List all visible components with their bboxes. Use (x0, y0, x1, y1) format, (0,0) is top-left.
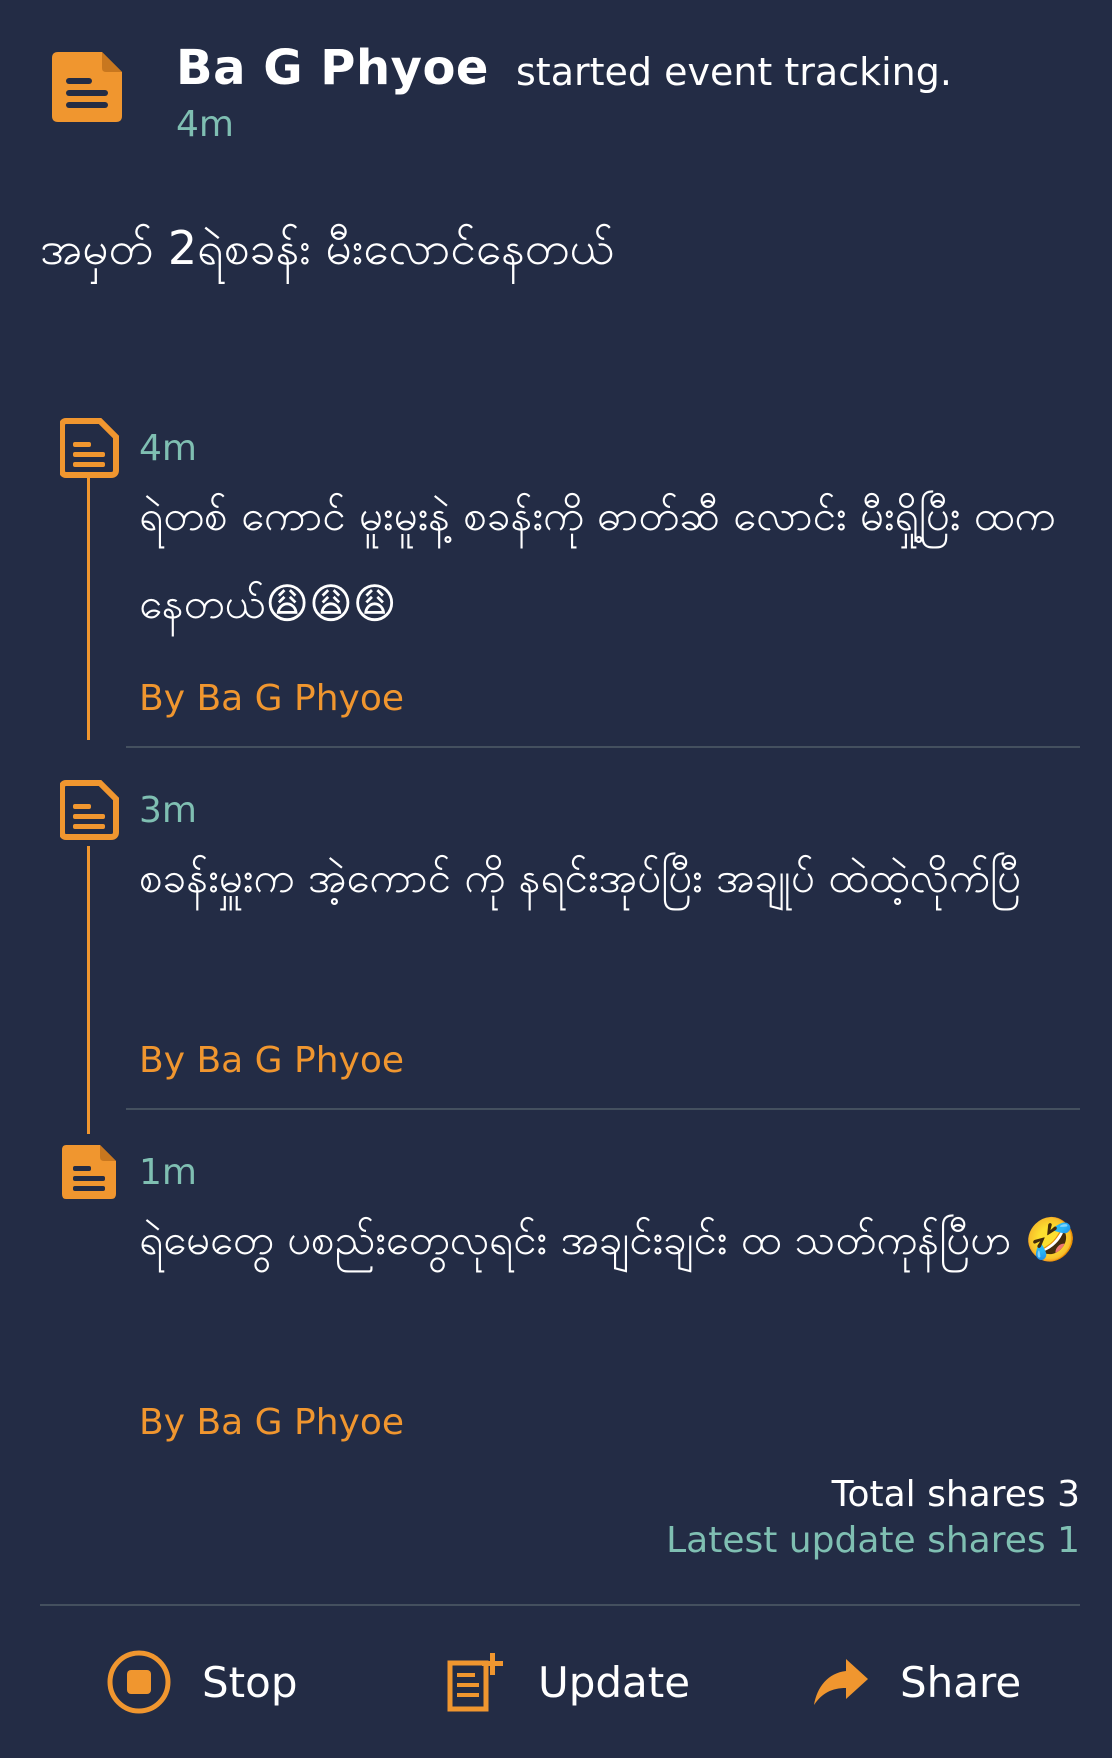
update-button[interactable] (446, 1646, 690, 1718)
timeline-line (87, 846, 90, 1134)
entry-text-body: ရဲတစ် ကောင် မူးမူးနဲ့ စခန်းကို ဓာတ်ဆီ လောင်း မီးရှို့ပြီး ထကနေတယ် (139, 491, 1056, 628)
share-stats (666, 1472, 1080, 1564)
entry-text (139, 1196, 1080, 1284)
share-button[interactable] (810, 1646, 1021, 1718)
document-icon (60, 1142, 120, 1202)
entry-author[interactable]: By Ba G Phyoe (139, 678, 404, 719)
footer-divider (40, 1604, 1080, 1606)
entry-emoji: 🤣 (1024, 1215, 1077, 1264)
stop-icon (106, 1649, 172, 1715)
event-title: အမှတ် 2ရဲစခန်း မီးလောင်နေတယ် (40, 221, 615, 275)
header-timestamp: 4m (176, 104, 234, 145)
entry-emoji: 😩😩😩 (265, 579, 397, 628)
document-icon (60, 780, 120, 840)
entry-timestamp: 1m (139, 1152, 197, 1193)
entry-text-body: စခန်းမှူးက အဲ့ကောင် ကို နရင်းအုပ်ပြီး အချုပ် ထဲထဲ့လိုက်ပြီ (139, 853, 1021, 902)
header-user-name[interactable]: Ba G Phyoe (176, 40, 489, 96)
entry-text-body: ရဲမေတွေ ပစည်းတွေလုရင်း အချင်းချင်း ထ သတ်ကုန်ပြီဟ (139, 1215, 1012, 1264)
entry-timestamp: 4m (139, 428, 197, 469)
entry-timestamp: 3m (139, 790, 197, 831)
entry-divider (126, 746, 1080, 748)
add-note-icon (446, 1651, 508, 1713)
entry-author[interactable]: By Ba G Phyoe (139, 1402, 404, 1443)
stop-button[interactable] (106, 1646, 297, 1718)
timeline-line (87, 478, 90, 740)
entry-text (139, 834, 1080, 922)
entry-divider (126, 1108, 1080, 1110)
header-action-text: started event tracking. (516, 50, 952, 94)
document-icon (50, 48, 128, 126)
update-label: Update (538, 1657, 691, 1707)
share-label: Share (900, 1657, 1022, 1707)
latest-update-shares: Latest update shares 1 (666, 1520, 1080, 1561)
stop-label: Stop (202, 1657, 298, 1707)
total-shares: Total shares 3 (831, 1474, 1080, 1515)
document-icon (60, 418, 120, 478)
entry-text (139, 472, 1080, 648)
share-arrow-icon (810, 1655, 870, 1709)
event-card (2, 0, 1110, 1758)
entry-author[interactable]: By Ba G Phyoe (139, 1040, 404, 1081)
